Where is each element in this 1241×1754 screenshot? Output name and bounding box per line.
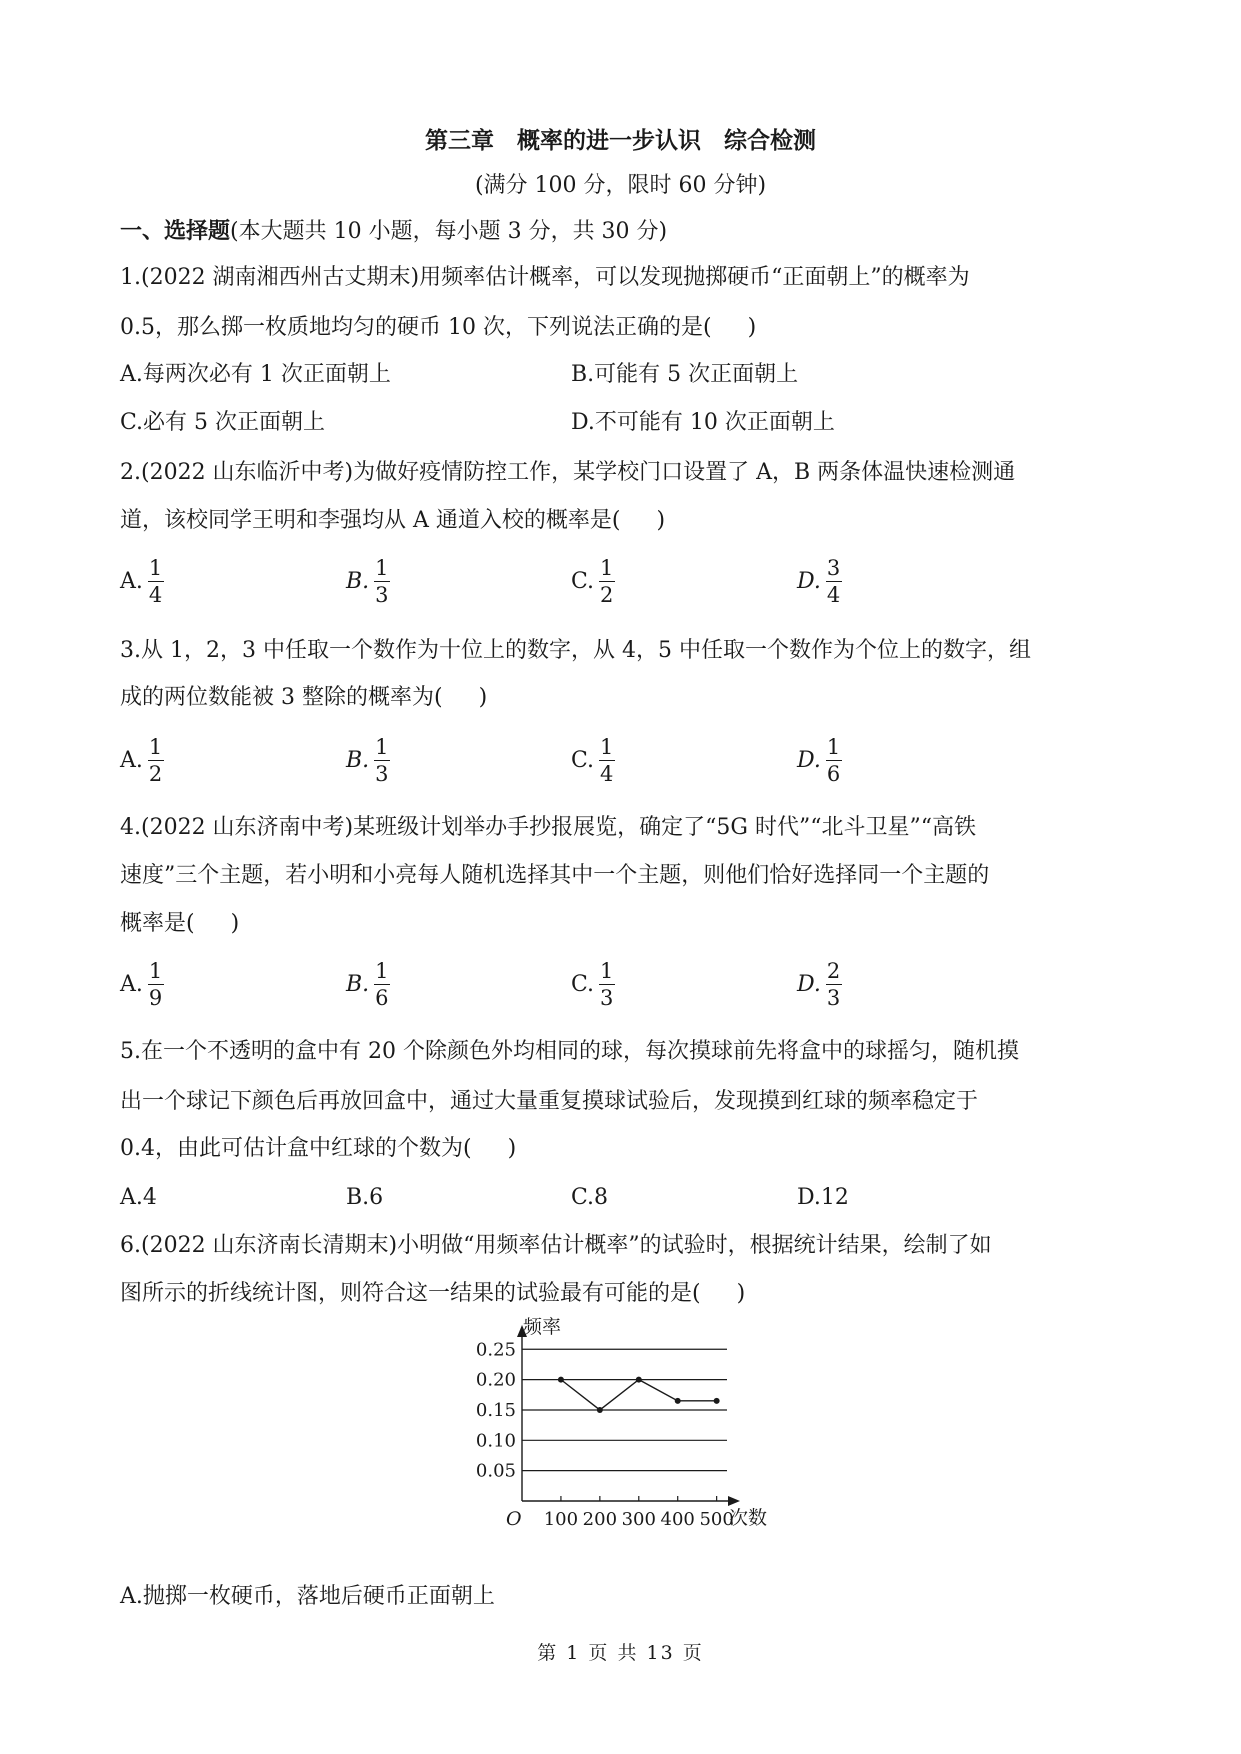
section-title: 一、选择题 [120,218,231,244]
numerator: 1 [148,735,163,759]
q4-option-a [120,958,164,1011]
option-letter: D. [797,972,821,997]
y-tick-label: 0.15 [475,1399,516,1421]
denominator: 2 [148,762,163,786]
page-title: 第三章 概率的进一步认识 综合检测 [425,127,816,154]
data-point [714,1398,720,1404]
q2-option-a [120,555,164,608]
q6-stem-end: 图所示的折线统计图，则符合这一结果的试验最有可能的是( [120,1281,701,1306]
denominator: 3 [600,986,614,1010]
q4-option-b [346,958,391,1011]
fraction [825,734,842,787]
option-letter: B. [346,748,370,773]
denominator: 6 [375,986,389,1010]
data-point [597,1407,603,1413]
chart-axes [517,1325,740,1506]
option-letter: A. [120,569,143,594]
numerator: 3 [826,556,841,580]
data-point [558,1377,564,1383]
denominator: 6 [826,762,841,786]
q3-line1: 3.从 1，2，3 中任取一个数作为十位上的数字，从 4，5 中任取一个数作为个位上的数字，组 [120,638,1031,663]
origin-label: O [506,1508,522,1530]
q3-option-a [120,734,164,787]
q4-line2: 速度”三个主题，若小明和小亮每人随机选择其中一个主题，则他们恰好选择同一个主题的 [120,863,990,888]
section-heading [120,216,667,247]
q5-stem-end: 0.4，由此可估计盒中红球的个数为( [120,1136,472,1161]
x-axis-label: 次数 [729,1507,768,1529]
data-point [675,1398,681,1404]
q1-line2 [120,313,756,343]
denominator: 4 [826,583,841,607]
denominator: 4 [600,762,614,786]
numerator: 1 [375,959,389,983]
option-letter: D. [797,569,821,594]
q2-close-paren: ) [656,508,666,533]
numerator: 1 [600,959,614,983]
denominator: 9 [148,986,163,1010]
frequency-line-chart [440,1315,780,1540]
section-note: (本大题共 10 小题，每小题 3 分，共 30 分) [230,219,668,244]
denominator: 3 [826,986,841,1010]
page-subtitle: (满分 100 分，限时 60 分钟) [474,173,767,198]
q1-stem-end: 0.5，那么掷一枚质地均匀的硬币 10 次，下列说法正确的是( [120,315,712,340]
denominator: 2 [600,583,614,607]
fraction [373,555,390,608]
denominator: 4 [148,583,163,607]
x-tick-label: 200 [582,1509,618,1530]
y-tick-label: 0.25 [475,1339,516,1361]
q4-option-c [571,958,615,1011]
numerator: 2 [826,959,841,983]
series-line [561,1380,717,1410]
fraction [598,958,615,1011]
q1-option-d: D.不可能有 10 次正面朝上 [571,410,835,435]
option-letter: C. [571,569,595,594]
numerator: 1 [826,735,841,759]
q4-close-paren: ) [230,911,240,936]
x-tick-label: 400 [660,1509,695,1530]
data-point [636,1377,642,1383]
numerator: 1 [148,556,163,580]
q1-line1: 1.(2022 湖南湘西州古丈期末)用频率估计概率，可以发现抛掷硬币“正面朝上”的概率为 [120,265,970,290]
q5-option-c: C.8 [571,1185,609,1210]
q3-option-d [797,734,842,787]
fraction [825,958,842,1011]
option-letter: B. [346,569,370,594]
fraction [373,958,390,1011]
option-letter: B. [346,972,370,997]
q6-line2 [120,1279,745,1309]
q2-option-c [571,555,615,608]
q1-option-a: A.每两次必有 1 次正面朝上 [120,362,391,387]
numerator: 1 [375,556,389,580]
q3-line2 [120,683,487,713]
q5-line1: 5.在一个不透明的盒中有 20 个除颜色外均相同的球，每次摸球前先将盒中的球摇匀，随机摸 [120,1039,1019,1064]
fraction [373,734,390,787]
y-tick-label: 0.05 [475,1460,516,1482]
q4-line3 [120,909,239,939]
y-tick-label: 0.10 [475,1430,516,1452]
option-letter: D. [797,748,821,773]
x-tick-label: 500 [699,1509,734,1530]
numerator: 1 [375,735,389,759]
q1-close-paren: ) [747,315,757,340]
option-letter: A. [120,972,143,997]
q5-option-b: B.6 [346,1185,384,1210]
q1-option-b: B.可能有 5 次正面朝上 [571,362,799,387]
q3-stem-end: 成的两位数能被 3 整除的概率为( [120,685,443,710]
q2-option-b [346,555,391,608]
q3-option-c [571,734,615,787]
q2-line2 [120,506,665,536]
y-tick-label: 0.20 [475,1369,516,1391]
q2-option-d [797,555,842,608]
y-axis-label: 频率 [523,1316,562,1338]
q6-line1: 6.(2022 山东济南长清期末)小明做“用频率估计概率”的试验时，根据统计结果，绘制了如 [120,1233,992,1258]
fraction [147,958,164,1011]
q5-option-a: A.4 [120,1185,157,1210]
q1-option-c: C.必有 5 次正面朝上 [120,410,326,435]
q3-close-paren: ) [478,685,488,710]
q4-line1: 4.(2022 山东济南中考)某班级计划举办手抄报展览，确定了“5G 时代”“北斗卫星”“高铁 [120,815,976,840]
q5-option-d: D.12 [797,1185,849,1210]
q3-option-b [346,734,391,787]
denominator: 3 [375,583,389,607]
q6-option-a: A.抛掷一枚硬币，落地后硬币正面朝上 [120,1584,495,1609]
numerator: 1 [148,959,163,983]
fraction [147,555,164,608]
q5-close-paren: ) [507,1136,517,1161]
fraction [598,734,615,787]
chart-series [558,1377,720,1413]
chart-gridlines [522,1349,727,1470]
denominator: 3 [375,762,389,786]
q5-line3 [120,1134,516,1164]
option-letter: A. [120,748,143,773]
q6-close-paren: ) [736,1281,746,1306]
option-letter: C. [571,972,595,997]
q4-stem-end: 概率是( [120,911,195,936]
q2-line1: 2.(2022 山东临沂中考)为做好疫情防控工作，某学校门口设置了 A，B 两条体温快速检测通 [120,460,1016,485]
q5-line2: 出一个球记下颜色后再放回盒中，通过大量重复摸球试验后，发现摸到红球的频率稳定于 [120,1089,979,1114]
q2-stem-end: 道，该校同学王明和李强均从 A 通道入校的概率是( [120,508,621,533]
fraction [825,555,842,608]
fraction [598,555,615,608]
numerator: 1 [600,735,614,759]
x-tick-label: 100 [543,1509,579,1530]
x-tick-label: 300 [621,1509,656,1530]
numerator: 1 [600,556,614,580]
fraction [147,734,164,787]
x-axis-arrow [728,1496,740,1506]
q4-option-d [797,958,842,1011]
page-footer: 第 1 页 共 13 页 [537,1642,704,1664]
option-letter: C. [571,748,595,773]
